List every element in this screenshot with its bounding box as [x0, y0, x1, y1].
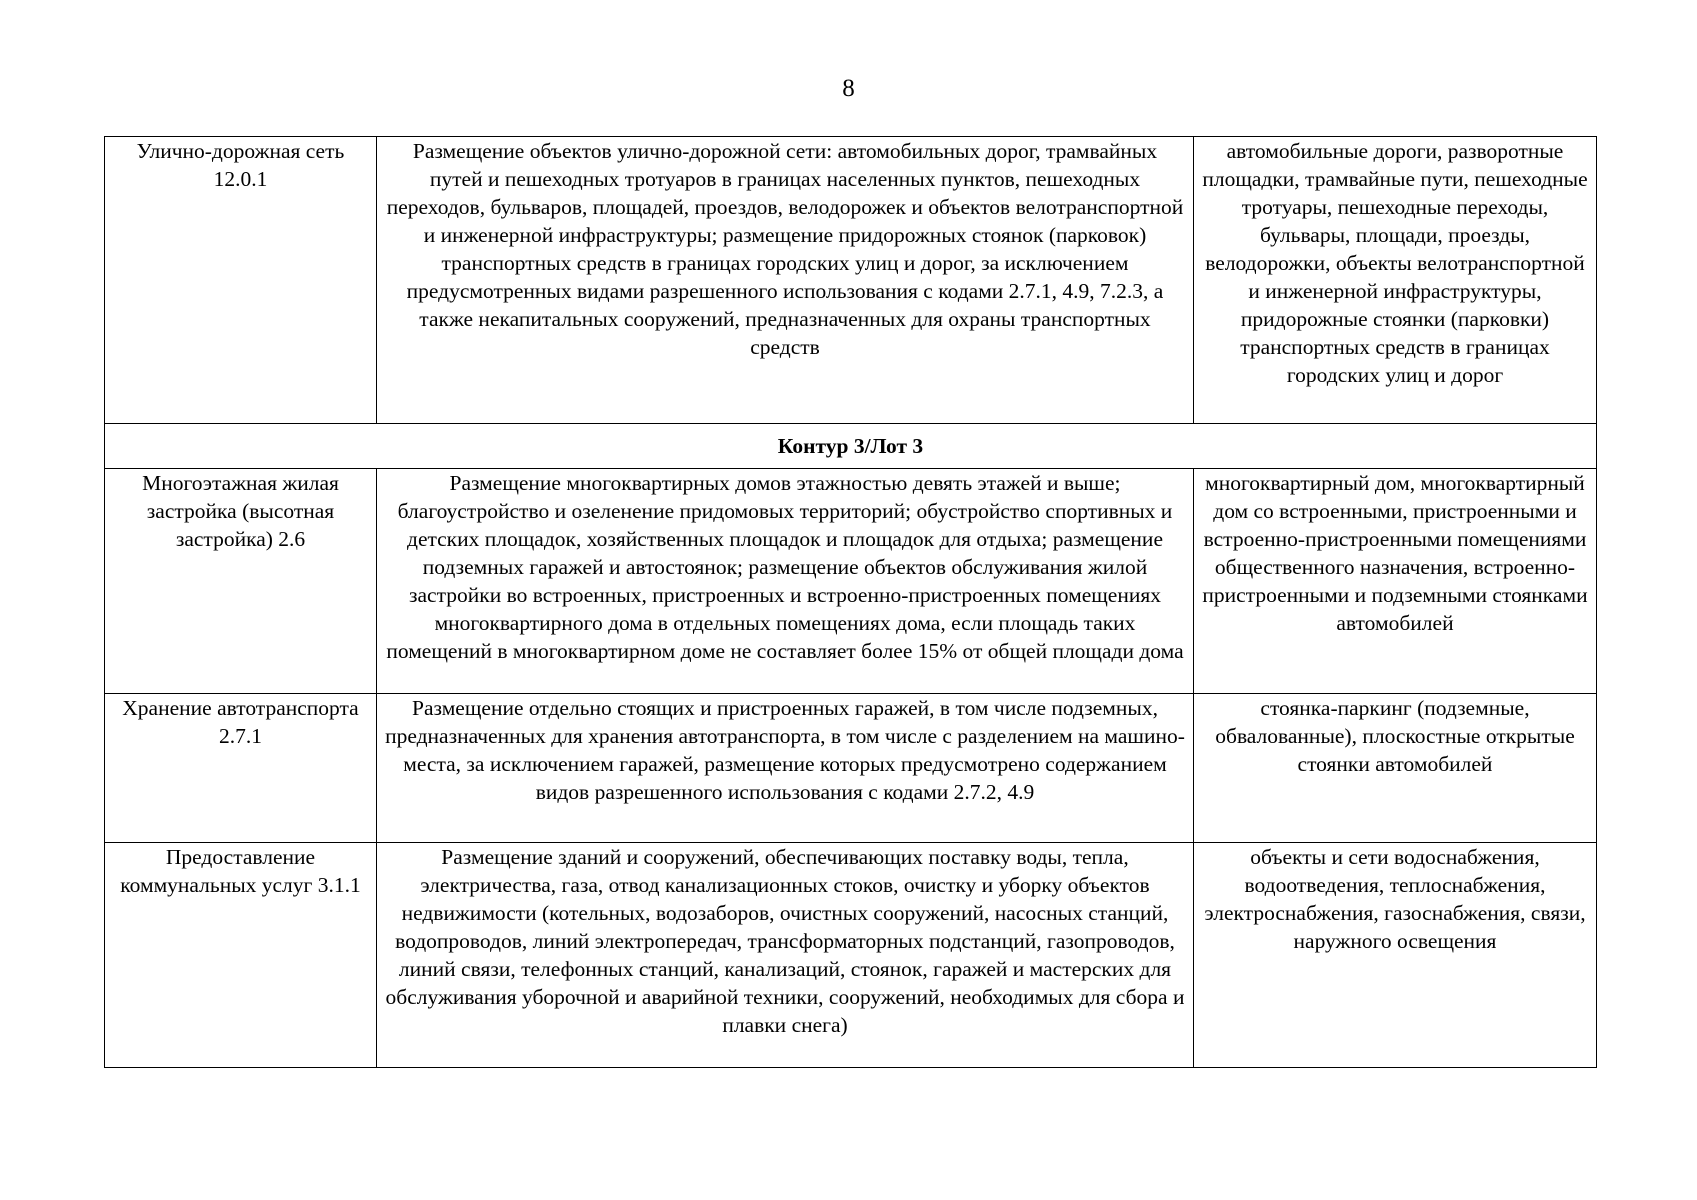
page-number: 8 — [842, 75, 855, 102]
land-use-name-cell: Улично-дорожная сеть 12.0.1 — [105, 137, 377, 424]
land-use-objects-cell: стоянка-паркинг (подземные, обвалованные), плоскостные открытые стоянки автомобилей — [1194, 694, 1597, 843]
land-use-name-cell: Многоэтажная жилая застройка (высотная застройка) 2.6 — [105, 469, 377, 694]
land-use-objects-cell: объекты и сети водоснабжения, водоотведения, теплоснабжения, электроснабжения, газоснабжения, связи, наружного освещения — [1194, 843, 1597, 1068]
land-use-name-cell: Хранение автотранспорта 2.7.1 — [105, 694, 377, 843]
land-use-description-cell: Размещение многоквартирных домов этажностью девять этажей и выше; благоустройство и озеленение придомовых территорий; обустройство спортивных и детских площадок, хозяйственных площадок и площадок для отдыха; размещение подземных гаражей и автостоянок; размещение объектов обслуживания жилой застройки во встроенных, пристроенных и встроенно-пристроенных помещениях многоквартирного дома в отдельных помещениях дома, если площадь таких помещений в многоквартирном доме не составляет более 15% от общей площади дома — [377, 469, 1194, 694]
table-row — [105, 469, 1597, 694]
land-use-description-cell: Размещение зданий и сооружений, обеспечивающих поставку воды, тепла, электричества, газа, отвод канализационных стоков, очистку и уборку объектов недвижимости (котельных, водозаборов, очистных сооружений, насосных станций, водопроводов, линий электропередач, трансформаторных подстанций, газопроводов, линий связи, телефонных станций, канализаций, стоянок, гаражей и мастерских для обслуживания уборочной и аварийной техники, сооружений, необходимых для сбора и плавки снега) — [377, 843, 1194, 1068]
table-row — [105, 843, 1597, 1068]
section-header-row — [105, 424, 1597, 469]
land-use-objects-cell: многоквартирный дом, многоквартирный дом со встроенными, пристроенными и встроенно-пристроенными помещениями общественного назначения, встроенно-пристроенными и подземными стоянками автомобилей — [1194, 469, 1597, 694]
table-row — [105, 694, 1597, 843]
land-use-objects-cell: автомобильные дороги, разворотные площадки, трамвайные пути, пешеходные тротуары, пешеходные переходы, бульвары, площади, проезды, велодорожки, объекты велотранспортной и инженерной инфраструктуры, придорожные стоянки (парковки) транспортных средств в границах городских улиц и дорог — [1194, 137, 1597, 424]
land-use-name-cell: Предоставление коммунальных услуг 3.1.1 — [105, 843, 377, 1068]
table-row — [105, 137, 1597, 424]
section-title: Контур 3/Лот 3 — [105, 424, 1597, 469]
land-use-description-cell: Размещение отдельно стоящих и пристроенных гаражей, в том числе подземных, предназначенных для хранения автотранспорта, в том числе с разделением на машино-места, за исключением гаражей, размещение которых предусмотрено содержанием видов разрешенного использования с кодами 2.7.2, 4.9 — [377, 694, 1194, 843]
land-use-table — [104, 136, 1597, 1068]
land-use-description-cell: Размещение объектов улично-дорожной сети: автомобильных дорог, трамвайных путей и пешеходных тротуаров в границах населенных пунктов, пешеходных переходов, бульваров, площадей, проездов, велодорожек и объектов велотранспортной и инженерной инфраструктуры; размещение придорожных стоянок (парковок) транспортных средств в границах городских улиц и дорог, за исключением предусмотренных видами разрешенного использования с кодами 2.7.1, 4.9, 7.2.3, а также некапитальных сооружений, предназначенных для охраны транспортных средств — [377, 137, 1194, 424]
